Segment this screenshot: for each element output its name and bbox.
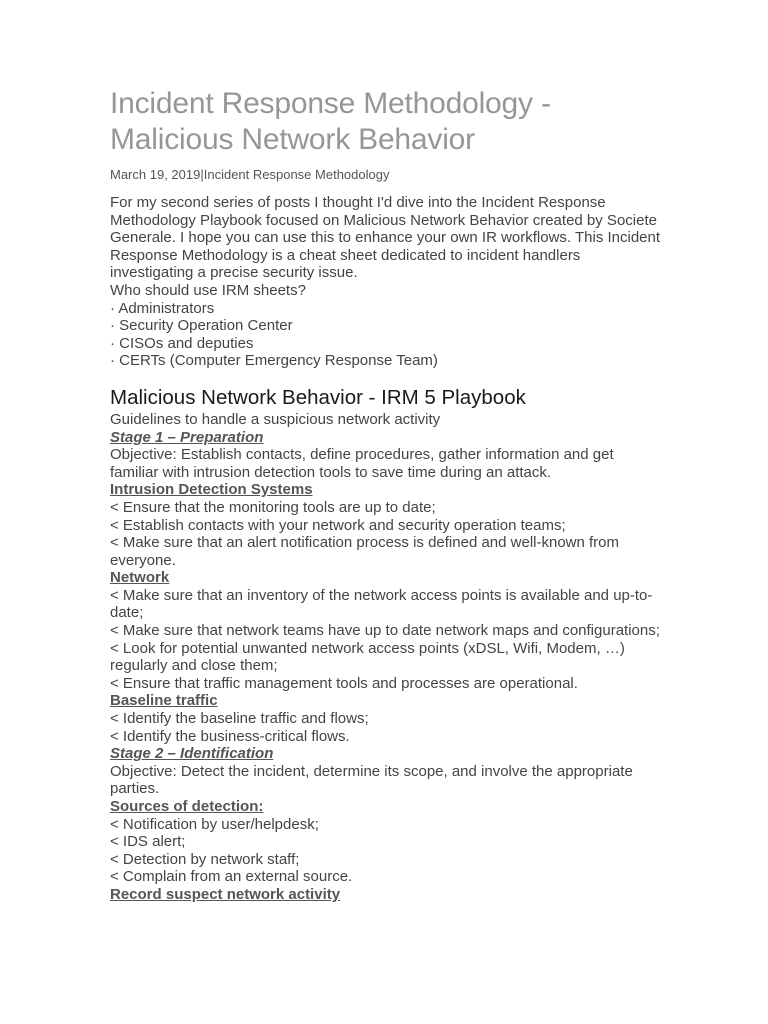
sources-item: < Notification by user/helpdesk; <box>110 815 319 833</box>
stage-2-title: Stage 2 – Identification <box>110 745 274 763</box>
meta-separator: | <box>200 167 204 182</box>
record-heading: Record suspect network activity <box>110 885 341 903</box>
ids-item: < Make sure that an alert notification process is defined and well-known from everyone. <box>110 534 620 569</box>
network-item: < Make sure that network teams have up to date network maps and configurations; <box>110 622 660 640</box>
article-meta <box>110 166 665 184</box>
article <box>110 86 665 904</box>
stage-1-title: Stage 1 – Preparation <box>110 428 264 446</box>
who-list-item: · CISOs and deputies <box>110 334 254 352</box>
article-category-link[interactable]: Incident Response Methodology <box>203 167 390 182</box>
network-item: < Make sure that an inventory of the network access points is available and up-to-date; <box>110 586 653 622</box>
who-list-item: · Administrators <box>110 299 215 317</box>
article-date: March 19, 2019 <box>110 167 201 182</box>
who-heading: Who should use IRM sheets? <box>110 281 306 299</box>
network-heading: Network <box>110 569 170 587</box>
sources-item: < Detection by network staff; <box>110 850 300 868</box>
sources-item: < Complain from an external source. <box>110 868 353 886</box>
sources-item: < IDS alert; <box>110 833 186 851</box>
ids-heading: Intrusion Detection Systems <box>110 481 313 499</box>
baseline-item: < Identify the baseline traffic and flows; <box>110 710 369 728</box>
playbook-heading: Malicious Network Behavior - IRM 5 Playbook <box>110 385 526 409</box>
sources-heading: Sources of detection: <box>110 798 264 815</box>
baseline-item: < Identify the business-critical flows. <box>110 727 350 745</box>
stage-2-objective: Objective: Detect the incident, determine its scope, and involve the appropriate parties. <box>110 762 633 798</box>
baseline-heading: Baseline traffic <box>110 692 218 710</box>
ids-item: < Ensure that the monitoring tools are up to date; <box>110 498 436 516</box>
ids-item: < Establish contacts with your network and security operation teams; <box>110 516 566 534</box>
network-item: < Look for potential unwanted network access points (xDSL, Wifi, Modem, …) regularly and close them; <box>110 639 625 675</box>
stage-1-objective: Objective: Establish contacts, define procedures, gather information and get familiar with intrusion detection tools to save time during an attack. <box>110 446 614 481</box>
who-list-item: · CERTs (Computer Emergency Response Team) <box>110 352 438 370</box>
network-item: < Ensure that traffic management tools and processes are operational. <box>110 674 578 692</box>
article-title: Incident Response Methodology - Malicious Network Behavior <box>110 87 551 156</box>
playbook-subtitle: Guidelines to handle a suspicious network activity <box>110 410 441 428</box>
intro-paragraph: For my second series of posts I thought I'd dive into the Incident Response Methodology Playbook focused on Malicious Network Behavior created by Societe Generale. I hope you can use this to enhance your own IR workflows. This Incident Response Methodology is a cheat sheet dedicated to incident handlers investigating a precise security issue. <box>110 194 661 282</box>
who-list-item: · Security Operation Center <box>110 317 293 335</box>
